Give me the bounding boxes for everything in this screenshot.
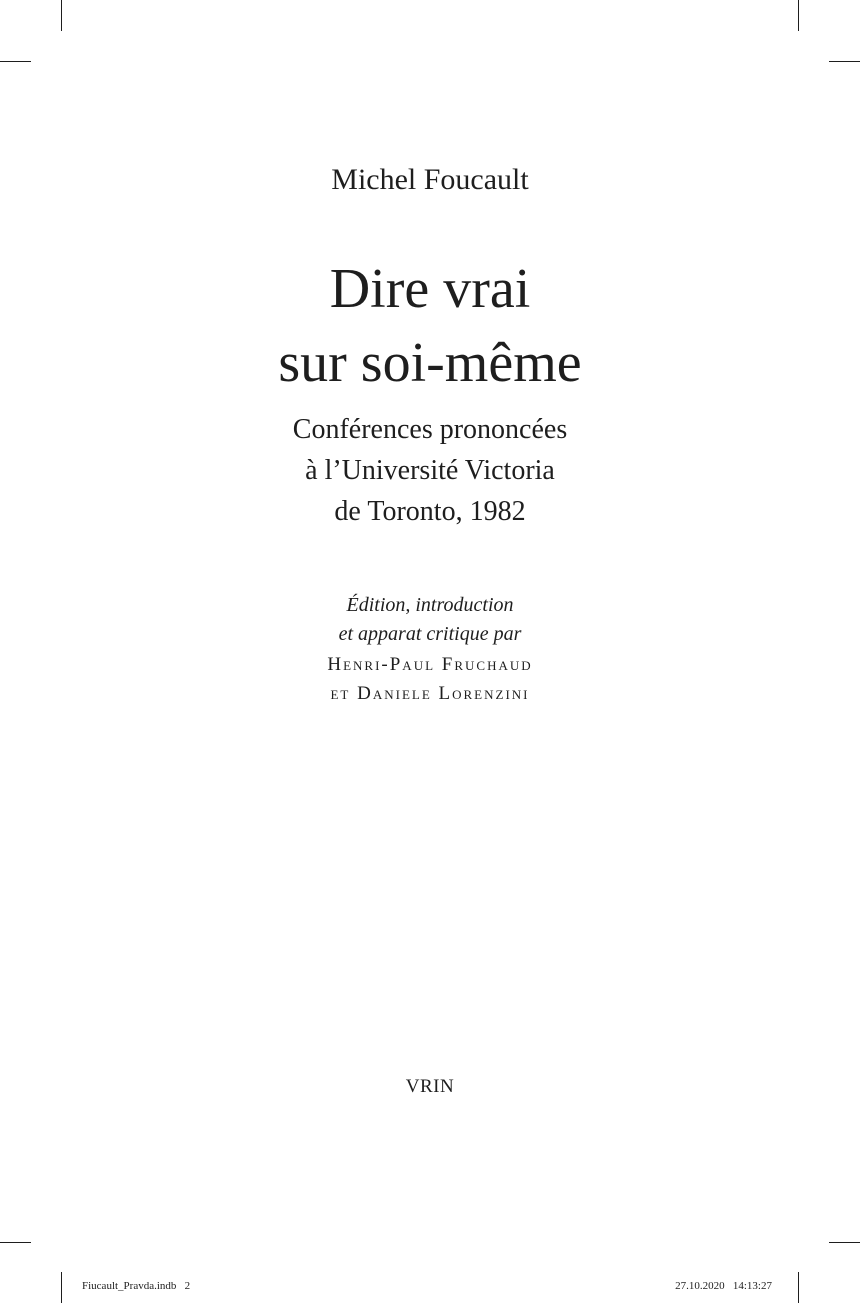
subtitle-line: à l’Université Victoria <box>305 455 555 486</box>
book-title-line: sur soi-même <box>278 332 582 394</box>
book-subtitle <box>0 409 860 532</box>
edition-credit-line: et apparat critique par <box>338 623 522 645</box>
crop-mark-bottom-left-vertical <box>61 1272 62 1303</box>
crop-mark-top-left-horizontal <box>0 61 31 62</box>
author-name: Michel Foucault <box>331 163 529 196</box>
edition-credit <box>0 591 860 649</box>
crop-mark-bottom-right-vertical <box>798 1272 799 1303</box>
crop-mark-bottom-left-horizontal <box>0 1242 31 1243</box>
edition-credit-line: Édition, introduction <box>346 594 514 616</box>
crop-mark-top-left-vertical <box>61 0 62 31</box>
print-slug-filename: Fiucault_Pravda.indb 2 <box>82 1280 191 1292</box>
book-title <box>0 252 860 400</box>
publisher-name: VRIN <box>405 1076 455 1097</box>
editor-name-line: Henri-Paul Fruchaud <box>327 654 533 675</box>
book-title-line: Dire vrai <box>329 258 531 320</box>
editor-names <box>0 650 860 708</box>
crop-mark-top-right-horizontal <box>829 61 860 62</box>
editor-name-line: et Daniele Lorenzini <box>330 683 530 704</box>
crop-mark-top-right-vertical <box>798 0 799 31</box>
crop-mark-bottom-right-horizontal <box>829 1242 860 1243</box>
print-slug-timestamp: 27.10.2020 14:13:27 <box>675 1280 772 1292</box>
subtitle-line: de Toronto, 1982 <box>334 496 526 527</box>
subtitle-line: Conférences prononcées <box>292 414 568 445</box>
